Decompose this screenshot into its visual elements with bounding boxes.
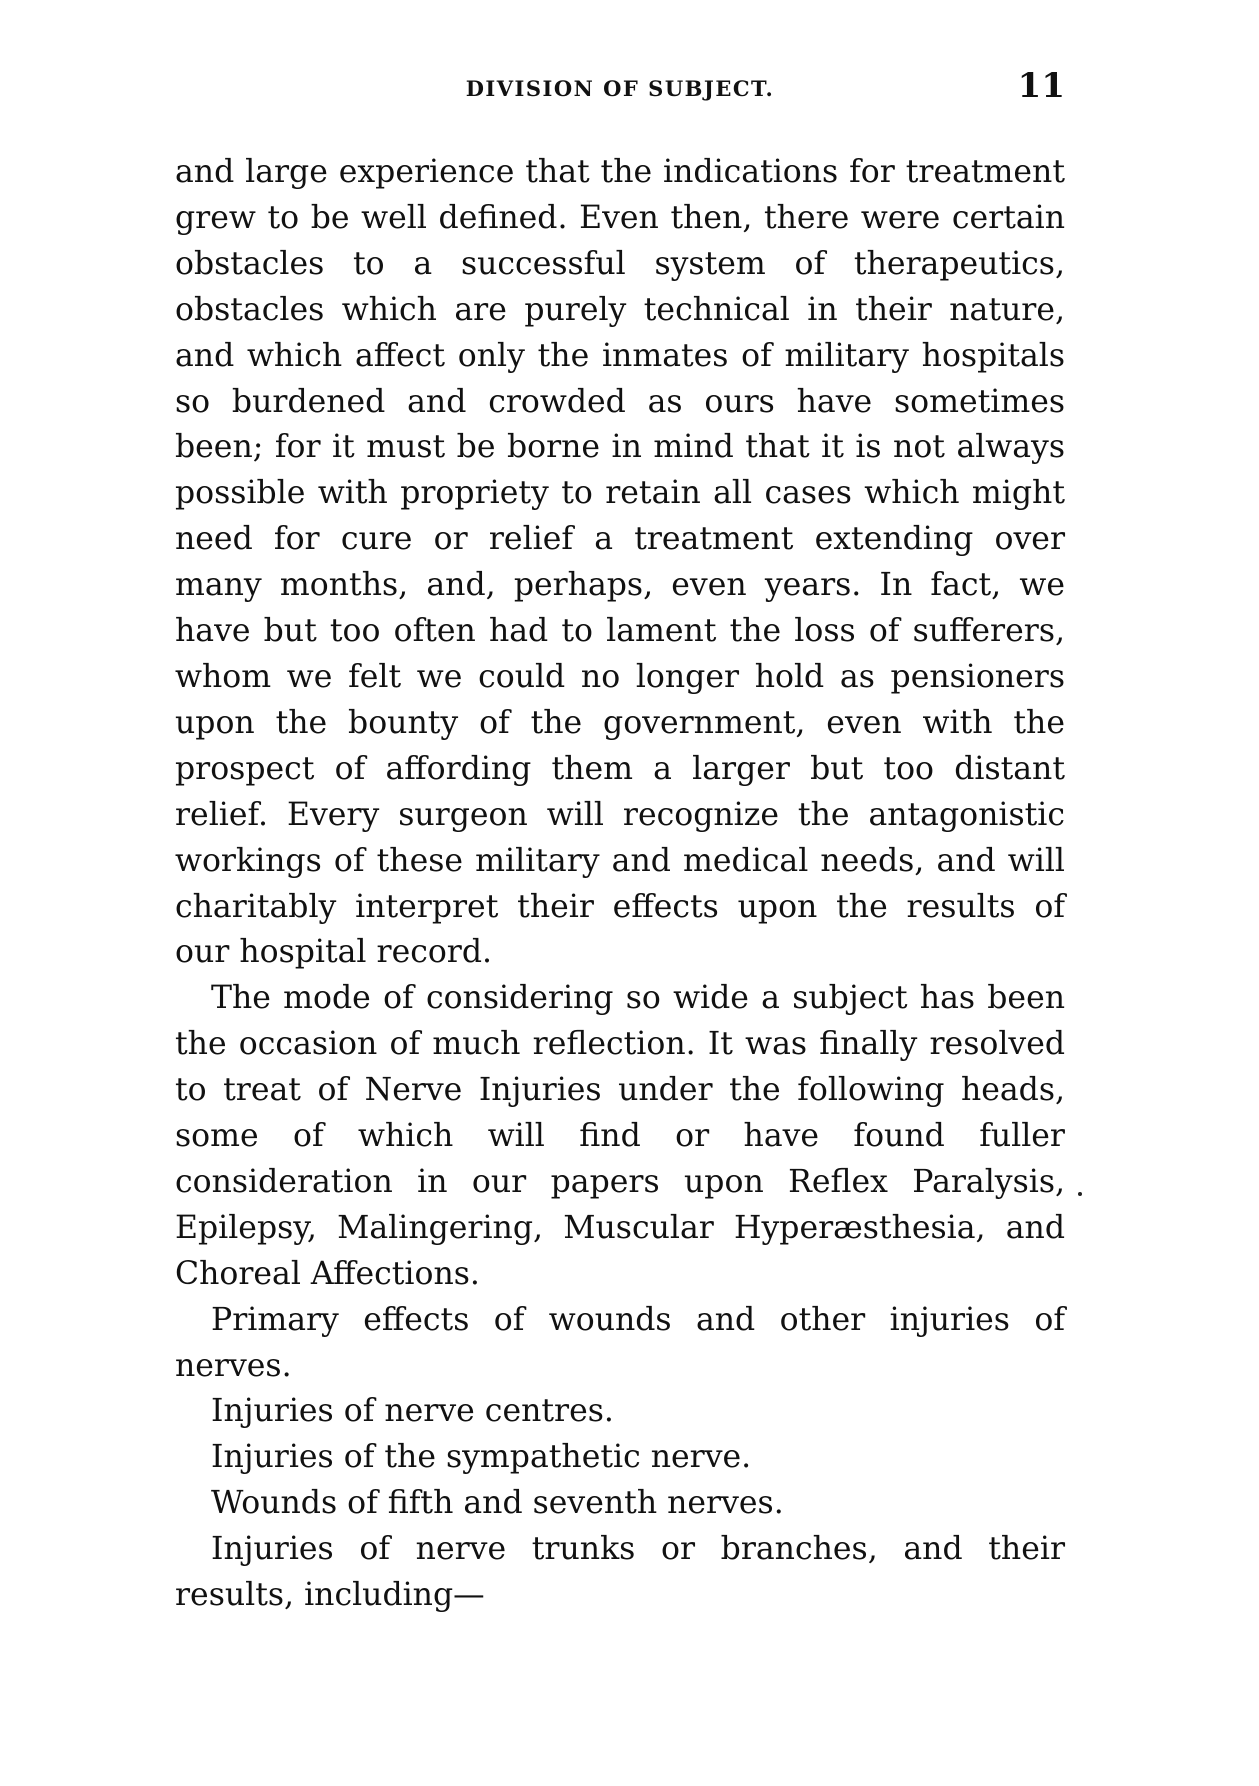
page-number: 11 [1017, 66, 1065, 106]
list-heading-nerve-trunks: Injuries of nerve trunks or branches, and their results, including— [175, 1531, 1065, 1614]
list-heading-sympathetic-nerve: Injuries of the sympathetic nerve. [211, 1439, 752, 1476]
list-heading-fifth-seventh-nerves: Wounds of fifth and seventh nerves. [211, 1485, 784, 1522]
list-heading-primary-effects: Primary effects of wounds and other injuries of nerves. [175, 1301, 1065, 1384]
running-head [175, 66, 1065, 112]
running-title: DIVISION OF SUBJECT. [465, 76, 775, 101]
body-text [175, 150, 1065, 1619]
list-heading-nerve-centres: Injuries of nerve centres. [211, 1393, 614, 1430]
ink-speck [1078, 1192, 1082, 1196]
paragraph-continuation: and large experience that the indications for treatment grew to be well defined. Even then, there were certain obstacles to a successful system of therapeutics, obstacles which are purely technical in their nature, and which affect only the inmates of military hospitals so burdened and crowded as ours have sometimes been; for it must be borne in mind that it is not always possible with propriety to retain all cases which might need for cure or relief a treatment extending over many months, and, perhaps, even years. In fact, we have but too often had to lament the loss of sufferers, whom we felt we could no longer hold as pensioners upon the bounty of the government, even with the prospect of affording them a larger but too distant relief. Every surgeon will recognize the antagonistic workings of these military and medical needs, and will charitably interpret their effects upon the results of our hospital record. [175, 154, 1065, 971]
paragraph-mode-of-considering: The mode of considering so wide a subject has been the occasion of much reflection. It was finally resolved to treat of Nerve Injuries under the following heads, some of which will find or have found fuller consideration in our papers upon Reflex Paralysis, Epilepsy, Malingering, Muscular Hyperæsthesia, and Choreal Affections. [175, 980, 1065, 1292]
